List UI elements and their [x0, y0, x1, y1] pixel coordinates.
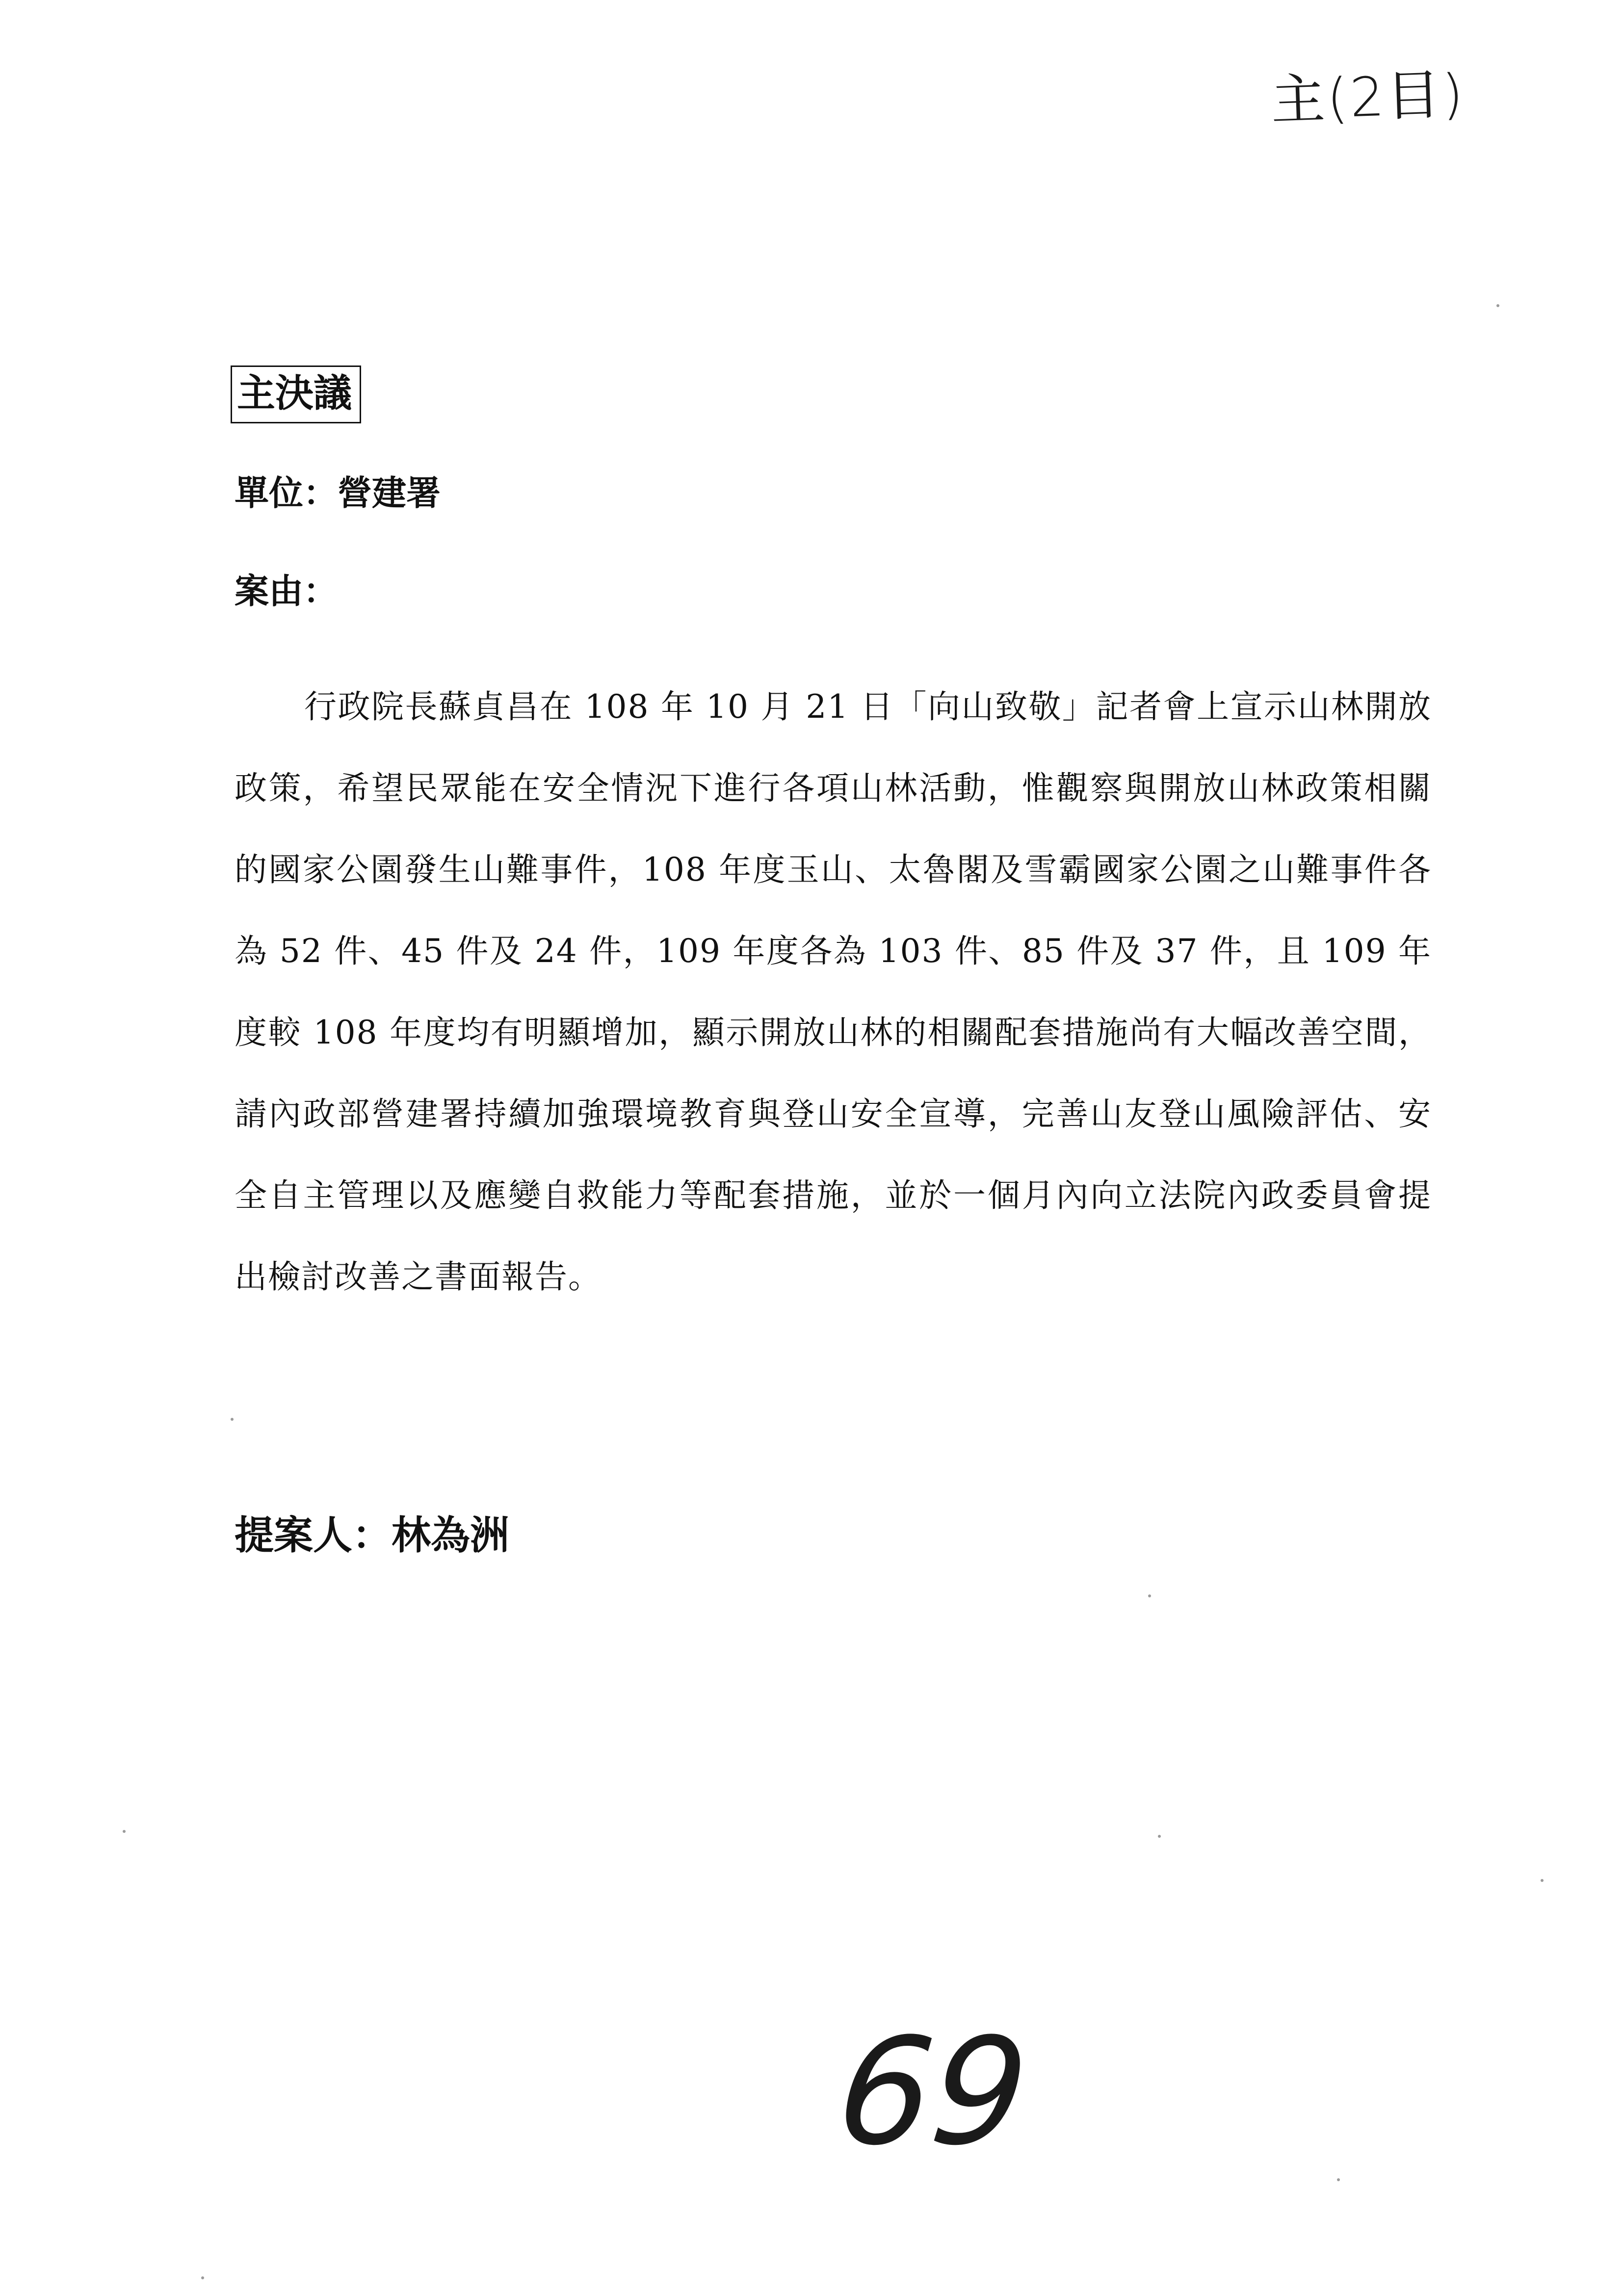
proposer-line: 提案人：林為洲 [235, 1513, 509, 1558]
handwritten-top-annotation: 主(2目) [1270, 62, 1467, 132]
unit-line: 單位：營建署 [235, 473, 441, 513]
scan-speck [201, 2276, 204, 2279]
case-body-paragraph: 行政院長蘇貞昌在 108 年 10 月 21 日「向山致敬」記者會上宣示山林開放政策，希望民眾能在安全情況下進行各項山林活動，惟觀察與開放山林政策相關的國家公園發生山難事件，108 年度玉山、太魯閣及雪霸國家公園之山難事件各為 52 件、45 件及 24 件，109 年度各為 103 件、85 件及 37 件，且 109 年度較 108 年度均有明顯增加，顯示開放山林的相關配套措施尚有大幅改善空間，請內政部營建署持續加強環境教育與登山安全宣導，完善山友登山風險評估、安全自主管理以及應變自救能力等配套措施，並於一個月內向立法院內政委員會提出檢討改善之書面報告。 [235, 688, 1432, 1296]
scan-speck [1148, 1594, 1151, 1597]
scan-speck [1158, 1835, 1161, 1838]
scan-speck [123, 1830, 126, 1833]
scan-speck [1541, 1879, 1544, 1882]
scan-speck [231, 1418, 234, 1421]
resolution-title: 主決議 [231, 365, 361, 423]
case-heading: 案由： [235, 571, 338, 611]
scan-speck [1496, 304, 1499, 307]
scan-speck [1337, 2178, 1340, 2181]
handwritten-page-number: 69 [830, 2007, 1036, 2178]
